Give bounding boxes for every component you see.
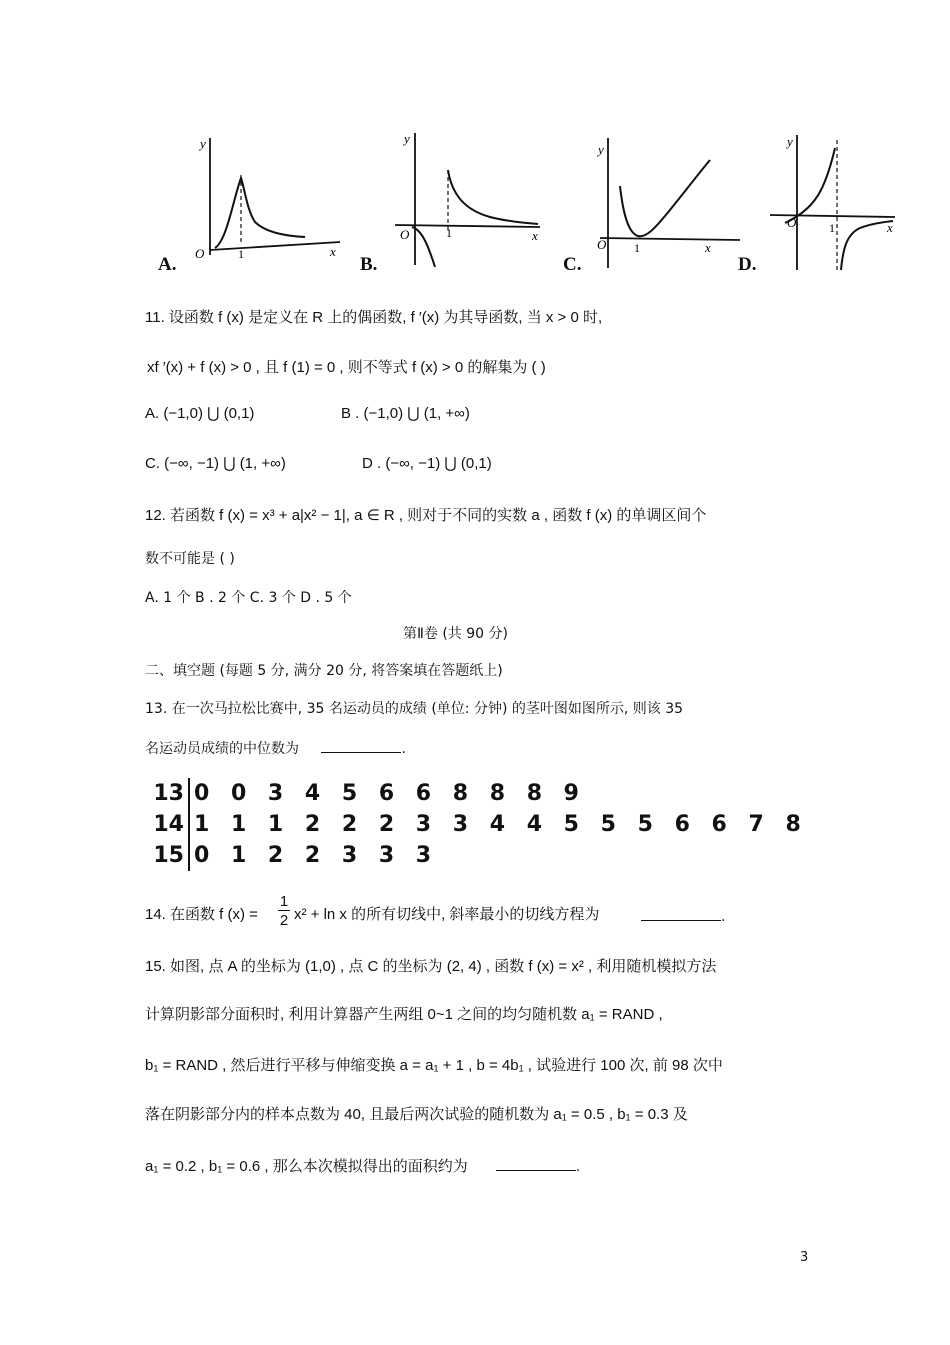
x-axis — [395, 225, 540, 227]
page-number: 3 — [800, 1250, 809, 1265]
q12-line1: 12. 若函数 f (x) = x³ + a|x² − 1|, a ∈ R , 则对于不同的实数 a , 函数 f (x) 的单调区间个 — [145, 507, 707, 524]
origin-label: O — [195, 246, 205, 261]
graph-c-label: C. — [563, 254, 582, 275]
q15-line1: 15. 如图, 点 A 的坐标为 (1,0) , 点 C 的坐标为 (2, 4) , 函数 f (x) = x² , 利用随机模拟方法 — [145, 958, 717, 975]
origin-label: O — [597, 237, 607, 252]
q12-options: A. 1 个 B . 2 个 C. 3 个 D . 5 个 — [145, 590, 352, 606]
q13-line2: 名运动员成绩的中位数为 . — [145, 738, 406, 758]
q15-line2: 计算阴影部分面积时, 利用计算器产生两组 0~1 之间的均匀随机数 a₁ = RAND , — [145, 1006, 663, 1023]
x-axis — [210, 242, 340, 250]
x-axis — [600, 238, 740, 240]
q11-line2: xf ′(x) + f (x) > 0 , 且 f (1) = 0 , 则不等式 f (x) > 0 的解集为 ( ) — [147, 359, 546, 376]
q13-line1: 13. 在一次马拉松比赛中, 35 名运动员的成绩 (单位: 分钟) 的茎叶图如图所示, 则该 35 — [145, 701, 684, 717]
q14-frac-num: 1 — [279, 893, 289, 910]
q14-frac-den: 2 — [279, 912, 289, 929]
tick-label: 1 — [446, 226, 452, 240]
curve-right — [841, 221, 893, 270]
origin-label: O — [400, 227, 410, 242]
tick-label: 1 — [634, 241, 640, 255]
x-label: x — [330, 244, 336, 259]
q11-option-b: B . (−1,0) ⋃ (1, +∞) — [341, 405, 470, 422]
stem-row — [150, 840, 808, 871]
q15-line5: a₁ = 0.2 , b₁ = 0.6 , 那么本次模拟得出的面积约为 . — [145, 1158, 581, 1175]
q11-option-d: D . (−∞, −1) ⋃ (0,1) — [362, 455, 492, 472]
q11-option-c: C. (−∞, −1) ⋃ (1, +∞) — [145, 455, 286, 472]
x-label: x — [532, 228, 538, 243]
origin-label: O — [787, 215, 797, 230]
q14-suffix: x² + ln x 的所有切线中, 斜率最小的切线方程为 — [294, 906, 600, 923]
curve — [620, 160, 710, 236]
stem: 13 — [150, 778, 190, 809]
graph-a-label: A. — [158, 254, 177, 275]
y-label: y — [200, 136, 206, 151]
q11-line1: 11. 设函数 f (x) 是定义在 R 上的偶函数, f ′(x) 为其导函数, 当 x > 0 时, — [145, 309, 603, 326]
q14-fraction — [278, 893, 290, 930]
q13-line2-text: 名运动员成绩的中位数为 — [145, 741, 299, 757]
graph-b — [360, 125, 550, 275]
q14-answer-blank[interactable] — [641, 906, 721, 921]
section-heading: 二、填空题 (每题 5 分, 满分 20 分, 将答案填在答题纸上) — [145, 663, 503, 679]
leaves: 0 0 3 4 5 6 6 8 8 8 9 — [194, 781, 586, 806]
q14-prefix: 14. 在函数 f (x) = — [145, 906, 258, 923]
y-label: y — [404, 131, 410, 146]
leaves: 0 1 2 2 3 3 3 — [194, 843, 439, 868]
curve-left — [785, 148, 835, 223]
tick-label: 1 — [238, 247, 244, 261]
q12-line2: 数不可能是 ( ) — [145, 551, 235, 567]
curve-right — [448, 170, 538, 224]
x-label: x — [887, 220, 893, 235]
q13-answer-blank[interactable] — [321, 738, 401, 753]
curve — [215, 178, 305, 248]
tick-label: 1 — [829, 221, 835, 235]
graph-d-label: D. — [738, 254, 757, 275]
q11-option-a: A. (−1,0) ⋃ (0,1) — [145, 405, 255, 422]
graph-b-label: B. — [360, 254, 378, 275]
q15-line4: 落在阴影部分内的样本点数为 40, 且最后两次试验的随机数为 a₁ = 0.5 , b₁ = 0.3 及 — [145, 1106, 688, 1123]
graph-d — [765, 130, 905, 275]
graph-a — [155, 130, 345, 275]
stem-leaf-plot — [150, 778, 808, 871]
y-label: y — [598, 142, 604, 157]
y-label: y — [787, 134, 793, 149]
leaves: 1 1 1 2 2 2 3 3 4 4 5 5 5 6 6 7 8 — [194, 812, 808, 837]
stem-row — [150, 778, 808, 809]
q15-line3: b₁ = RAND , 然后进行平移与伸缩变换 a = a₁ + 1 , b = 4b₁ , 试验进行 100 次, 前 98 次中 — [145, 1057, 723, 1074]
q14-answer: . — [641, 906, 725, 926]
section-title: 第Ⅱ卷 (共 90 分) — [403, 626, 508, 642]
stem-row — [150, 809, 808, 840]
graph-c — [560, 128, 750, 273]
stem: 14 — [150, 809, 190, 840]
q15-line5-text: a₁ = 0.2 , b₁ = 0.6 , 那么本次模拟得出的面积约为 — [145, 1158, 468, 1175]
stem: 15 — [150, 840, 190, 871]
q15-answer-blank[interactable] — [496, 1156, 576, 1171]
x-label: x — [705, 240, 711, 255]
